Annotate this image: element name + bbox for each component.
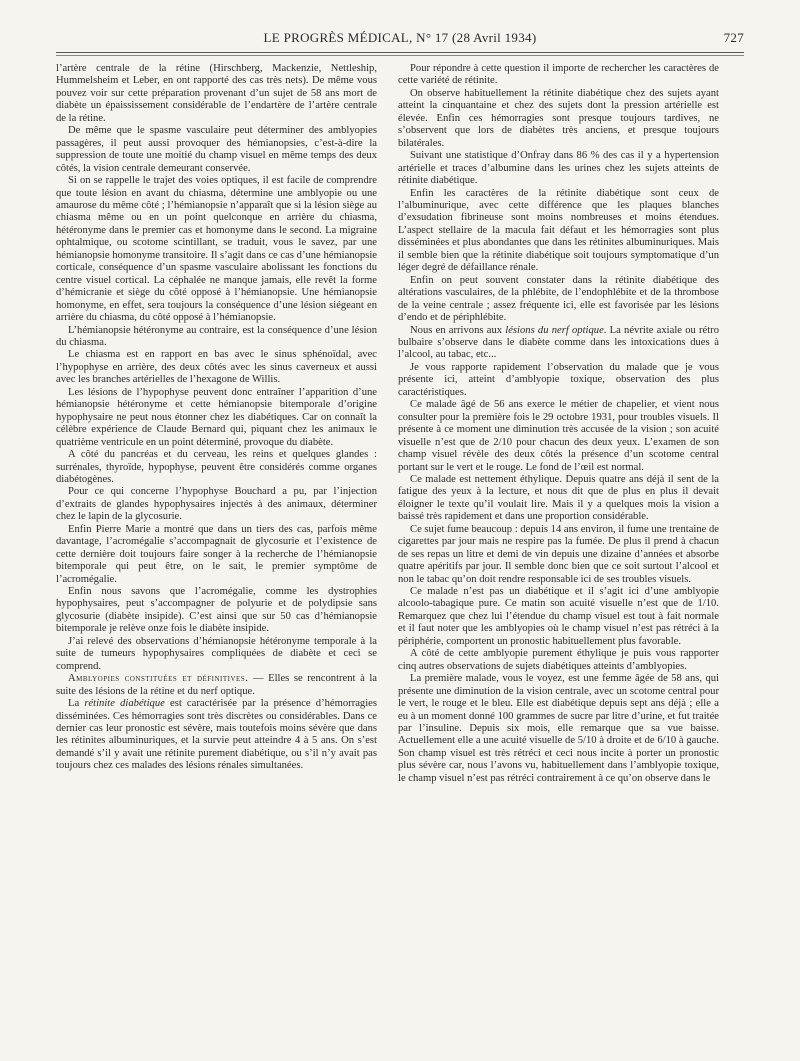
paragraph: Suivant une statistique d’Onfray dans 86 % des cas il y a hypertension artérielle et traces d’albumine dans les urines chez les sujets atteints de rétinite diabétique.: [398, 150, 719, 187]
paragraph: Enfin les caractères de la rétinite diabétique sont ceux de l’albuminurique, avec cette différence que les plaques blanches d’exsudation fibrineuse sont moins nombreuses et moins étendues. L’aspect stellaire de la macula fait défaut et les hémorragies sont plus disséminées et plus abondantes que dans les rétinites albuminuriques. Mais il semble bien que la rétinite diabétique soit toujours symptomatique d’un léger degré de défaillance rénale.: [398, 187, 719, 274]
nerf-paragraph: [398, 325, 719, 362]
inline-text: La: [68, 698, 85, 710]
running-header: [56, 30, 744, 48]
paragraph: Ce malade âgé de 56 ans exerce le métier de chapelier, et vient nous consulter pour la première fois le 29 octobre 1931, pour troubles visuels. Il présente à ce moment une diminution très accusée de la vision ; son acuité visuelle n’est que de 2/10 pour chacun des deux yeux. L’examen de son champ visuel révèle des deux côtés la présence d’un scotome central portant sur le vert et le rouge. Le fond de l’œil est normal.: [398, 399, 719, 473]
paragraph: Pour répondre à cette question il importe de rechercher les caractères de cette variété de rétinite.: [398, 63, 719, 87]
paragraph: Enfin nous savons que l’acromégalie, comme les dystrophies hypophysaires, peut s’accompagner de polyurie et de polydipsie sans glycosurie (diabète insipide). C’est ainsi que sur 50 cas d’hémianopsie bitemporale je relève onze fois le diabète insipide.: [56, 586, 377, 635]
paragraph: Ce malade n’est pas un diabétique et il s’agit ici d’une amblyopie alcoolo-tabagique pure. Ce matin son acuité visuelle n’est que de 1/10. Remarquez que chez lui l’étendue du champ visuel est tout à fait normale et il faut noter que les amblyopies où le champ visuel n’est pas rétréci à la périphérie, comportent un pronostic habituellement plus favorable.: [398, 586, 719, 647]
paragraph: Les lésions de l’hypophyse peuvent donc entraîner l’apparition d’une hémianopsie hétéronyme et cette hémianopsie bitemporale d’origine hypophysaire ne peut nous étonner chez les diabétiques. Car on connaît la célèbre expérience de Claude Bernard qui, piquant chez les animaux le quatrième ventricule en un point déterminé, provoque du diabète.: [56, 386, 377, 448]
header-rule: [56, 52, 744, 53]
inline-text: Nous en arrivons aux: [410, 324, 506, 336]
paragraph: A côté du pancréas et du cerveau, les reins et quelques glandes : surrénales, thyroïde, hypophyse, peuvent être considérés comme organes diabétogènes.: [56, 449, 377, 485]
paragraph: Le chiasma est en rapport en bas avec le sinus sphénoïdal, avec l’hypophyse en arrière, des deux côtés avec les sinus caverneux et aussi avec les branches artérielles de l’hexagone de Willis.: [56, 349, 377, 386]
italic-term: lésions du nerf optique: [505, 324, 604, 336]
paragraph: Ce sujet fume beaucoup : depuis 14 ans environ, il fume une trentaine de cigarettes par jour mais ne respire pas la fumée. De plus il prend à chacun de ses repas un litre et demi de vin depuis une dizaine d’années et absorbe quatre apéritifs par jour. Il semble donc bien que ce soit surtout l’alcool et non le tabac qu’on doit rendre responsable ici de ses troubles visuels.: [398, 523, 719, 585]
paragraph: J’ai relevé des observations d’hémianopsie hétéronyme temporale à la suite de tumeurs hypophysaires compliquées de diabète et ceci se comprend.: [56, 635, 377, 672]
right-column: [398, 63, 719, 785]
paragraph: Je vous rapporte rapidement l’observation du malade que je vous présente ici, atteint d’amblyopie toxique, observation des plus caractéristiques.: [398, 361, 719, 398]
section-heading: Amblyopies constituées et définitives.: [68, 673, 249, 685]
paragraph: La première malade, vous le voyez, est une femme âgée de 58 ans, qui présente une diminution de la vision centrale, avec un scotome central pour le vert, le rouge et le bleu. Elle est diabétique depuis sept ans déjà ; elle a eu à un moment donné 100 grammes de sucre par litre d’urine, et fut traitée par l’insuline. Depuis six mois, elle remarque que sa vue baisse. Actuellement elle a une acuité visuelle de 5/10 à droite et de 6/10 à gauche. Son champ visuel est très rétréci et ceci nous incite à porter un pronostic plus sévère car, nous l’avons vu, habituellement dans l’amblyopie toxique, le champ visuel n’est pas rétréci contrairement à ce qu’on observe dans le: [398, 673, 719, 784]
paragraph: Enfin on peut souvent constater dans la rétinite diabétique des altérations vasculaires, de la phlébite, de l’endophlébite et de la thrombose de la veine centrale ; assez fréquente ici, elle est favorisée par les lésions d’endo et de périphlébite.: [398, 274, 719, 324]
inline-text: est caractérisée par la présence d’hémorragies disséminées. Ces hémorragies sont très discrètes ou considérables. Dans ce dernier cas leur pronostic est sévère, mais toutefois moins sévère que dans les rétinites albuminuriques, et la survie peut atteindre 4 à 5 ans. On s’est demandé s’il y avait une rétinite purement diabétique, ou s’il n’y avait pas toujours chez ces malades des lésions rénales simultanées.: [56, 698, 377, 772]
inline-text: . La névrite axiale ou rétro bulbaire s’observe dans le diabète comme dans les intoxications dues à l’alcool, au tabac, etc...: [398, 324, 720, 361]
paragraph: Enfin Pierre Marie a montré que dans un tiers des cas, parfois même davantage, l’acromégalie s’accompagnait de glycosurie et l’existence de cette dernière doit toujours faire songer à la recherche de l’hémianopsie bitemporale qui peut être, on le sait, le premier symptôme de l’acromégalie.: [56, 523, 377, 585]
left-column: [56, 63, 377, 773]
section-paragraph: [56, 673, 377, 698]
header-rule-secondary: [56, 55, 744, 56]
paragraph: Pour ce qui concerne l’hypophyse Bouchard a pu, par l’injection d’extraits de glandes hypophysaires injectés à des animaux, déterminer chez le lapin de la glycosurie.: [56, 486, 377, 523]
paragraph: On observe habituellement la rétinite diabétique chez des sujets ayant atteint la cinquantaine et chez des sujets dont la pression artérielle est élevée. Enfin ces hémorragies sont presque toujours tardives, ne s’observent que lors de diabètes très anciens, et presque toujours bilatérales.: [398, 87, 719, 149]
paragraph: A côté de cette amblyopie purement éthylique je puis vous rapporter cinq autres observations de sujets diabétiques atteints d’amblyopies.: [398, 648, 719, 672]
paragraph: L’hémianopsie hétéronyme au contraire, est la conséquence d’une lésion du chiasma.: [56, 324, 377, 348]
paragraph: Si on se rappelle le trajet des voies optiques, il est facile de comprendre que toute lésion en avant du chiasma, détermine une amblyopie ou une amaurose du même côté ; l’hémianopsie n’apparaît que si la lésion siège au chiasma même ou en un point quelconque en arrière du chiasma, hétéronyme dans le premier cas et homonyme dans le second. La migraine ophtalmique, ou scotome scintillant, se traduit, vous le savez, par une hémianopsie homonyme transitoire. Il s’agit dans ce cas d’une hémianopsie corticale, conséquence d’un spasme vasculaire abolissant les fonctions du centre visuel cortical. La céphalée ne manque jamais, elle revêt la forme d’hémicranie et siège du côté opposé à l’hémianopsie. Une hémianopsie homonyme, en effet, sera toujours la conséquence d’une lésion siégeant en arrière du chiasma, du côté opposé à l’hémianopsie.: [56, 175, 377, 324]
paragraph: Ce malade est nettement éthylique. Depuis quatre ans déjà il sent de la fatigue des yeux à la lecture, et nous dit que de plus en plus il devait éloigner le texte qu’il voulait lire. Mais il y a quelques mois la vision a baissé très rapidement et dans une proportion considérable.: [398, 473, 719, 523]
section-text: — Elles se rencontrent à la suite des lésions de la rétine et du nerf optique.: [56, 673, 377, 697]
running-title: LE PROGRÈS MÉDICAL, N° 17 (28 Avril 1934): [263, 30, 537, 45]
paragraph: l’artère centrale de la rétine (Hirschberg, Mackenzie, Nettleship, Hummelsheim et Leber, en ont rapporté des cas très nets). De même vous pouvez voir sur cette préparation provenant d’un sujet de 58 ans mort de diabète un épaississement considérable de l’endartère de l’artère centrale de la rétine.: [56, 63, 377, 124]
page-number: 727: [723, 30, 744, 45]
retinite-paragraph: [56, 698, 377, 773]
italic-term: rétinite diabétique: [84, 698, 165, 710]
paragraph: De même que le spasme vasculaire peut déterminer des amblyopies passagères, il peut aussi provoquer des hémianopsies, c’est-à-dire la suppression de toute une moitié du champ visuel en même temps des deux côtés, la vision centrale demeurant conservée.: [56, 125, 377, 174]
